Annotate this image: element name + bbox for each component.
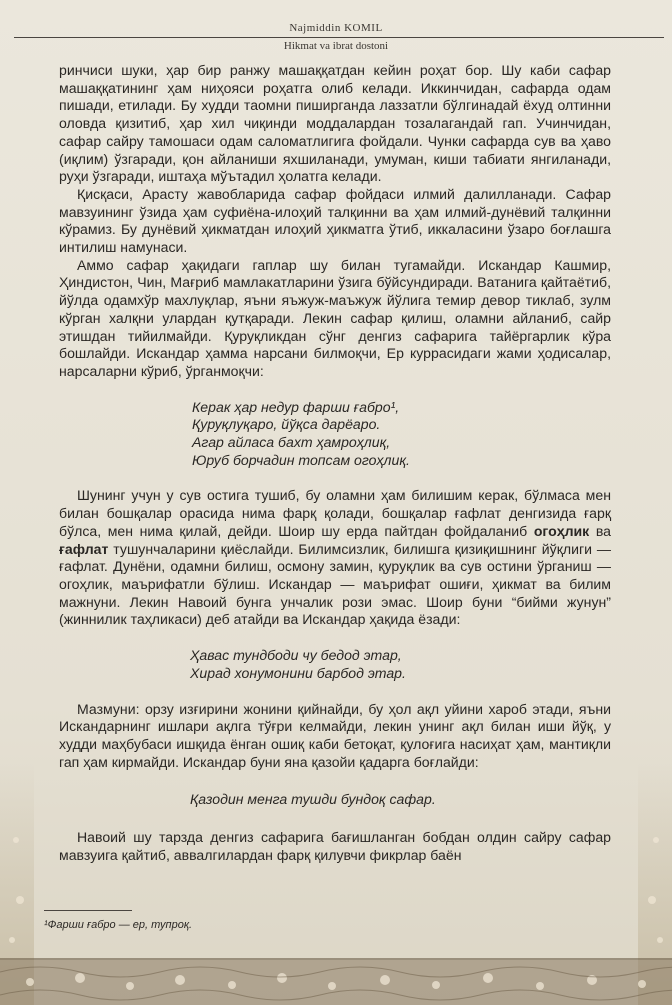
paragraph: Қисқаси, Арасту жавобларида сафар фойдаси илмий далилланади. Сафар мавзуининг ўзида ҳам суфиёна-илоҳий талқинни ва ҳам илмий-дунёвий талқинни кўрамиз. Бу дунёвий ҳикматдан илоҳий ҳикматга ўтиб, иккаласини ўзаро боғлашга интилиш намунаси. xyxy=(59,185,611,256)
verse-line: Қазодин менга тушди бундоқ сафар. xyxy=(190,791,436,808)
verse-line: Юруб борчадин топсам огоҳлиқ. xyxy=(192,451,410,468)
paragraph: ринчиси шуки, ҳар бир ранжу машаққатдан кейин роҳат бор. Шу каби сафар машаққатининг ҳам ниҳояси роҳатга олиб келади. Иккинчидан, сафарда одам пишади, етилади. Бу худди таомни пиширганда лаззатли бўлгинадай ёхуд олтинни оловда қизитиб, ҳар хил чиқинди моддалардан тозалагандай гап. Учинчидан, сафар сайру тамошаси одам саломатлигига фойдали. Чунки сафарда сув ва ҳаво (иқлим) ўзгаради, қон айланиши яхшиланади, умуман, киши табиати янгиланади, руҳи ўзгаради, иштаҳа мўътадил ҳолатга келади. xyxy=(59,62,611,185)
footnote: ¹Фарши ғабро — ер, тупроқ. xyxy=(44,919,193,931)
verse-line: Ҳавас тундбоди чу бедод этар, xyxy=(190,647,402,664)
running-header-title: Hikmat va ibrat dostoni xyxy=(283,40,389,52)
verse-quote xyxy=(190,647,611,682)
verse-line: Қуруқлуқаро, йўқса дарёаро. xyxy=(192,416,381,433)
header-rule xyxy=(14,37,664,38)
paragraph: Шунинг учун у сув остига тушиб, бу оламни ҳам билишим керак, бўлмаса мен билан бошқалар орасида нима фарқ қолади, бошқалар ғафлат денгизида ғарқ бўлса, мен нима қилай, дейди. Шоир шу ерда пайтдан фойдаланиб огоҳлик ва ғафлат тушунчаларини қиёслайди. Билимсизлик, билишга қизиқишнинг йўқлиги — ғафлат. Дунёни, одамни билиш, осмону замин, қуруқлик ва сув остини ўрганиш — огоҳлик, маърифатли бўлиш. Искандар — маърифат ошиғи, ҳикмат ва билим мажнуни. Лекин Навоий бунга унчалик рози эмас. Шоир буни “бийми жунун” (жиннилик таҳликаси) деб атайди ва Искандар ҳақида ёзади: xyxy=(59,487,611,628)
footnote-rule xyxy=(44,910,132,911)
verse-quote xyxy=(192,399,611,470)
running-header-author: Najmiddin KOMIL xyxy=(289,22,383,34)
verse-quote xyxy=(190,791,611,809)
bold-term: огоҳлик xyxy=(533,522,590,539)
verse-line: Хирад хонумонини барбод этар. xyxy=(190,664,406,681)
bold-term: ғафлат xyxy=(59,540,109,557)
verse-line: Агар айласа бахт ҳамроҳлиқ, xyxy=(192,434,391,451)
body-text xyxy=(59,62,611,864)
paragraph: Навоий шу тарзда денгиз сафарига бағишланган бобдан олдин сайру сафар мавзуига қайтиб, аввалгилардан фарқ қилувчи фикрлар баён xyxy=(59,829,611,863)
verse-line: Керак ҳар недур фарши ғабро¹, xyxy=(192,398,400,415)
paragraph: Мазмуни: орзу изғирини жонини қийнайди, бу ҳол ақл уйини хароб этади, яъни Искандарнинг ишлари ақлга тўғри келмайди, лекин унинг ақл билан иши йўқ, у худди маҳбубаси ишқида ёнган ошиқ каби бетоқат, қулоғига насиҳат ҳам, мантиқли гап ҳам кирмайди. Искандар буни яна қазойи қадарга боғлайди: xyxy=(59,700,611,770)
paragraph: Аммо сафар ҳақидаги гаплар шу билан тугамайди. Искандар Кашмир, Ҳиндистон, Чин, Мағриб мамлакатларини ўзига бўйсундиради. Ватанига қайтаётиб, йўлда одамхўр махлуқлар, яъни яъжуж-маъжуж йўлига темир девор тиклаб, зулм кўрган халқни улардан қутқаради. Лекин сафар қилиш, оламни айланиб, сайр этишдан тийилмайди. Қуруқликдан сўнг денгиз сафарига тайёргарлик кўра бошлайди. Искандар ҳамма нарсани билмоқчи, Ер куррасидаги жами ҳодисалар, нарсаларни кўриб, ўрганмоқчи: xyxy=(59,256,611,379)
